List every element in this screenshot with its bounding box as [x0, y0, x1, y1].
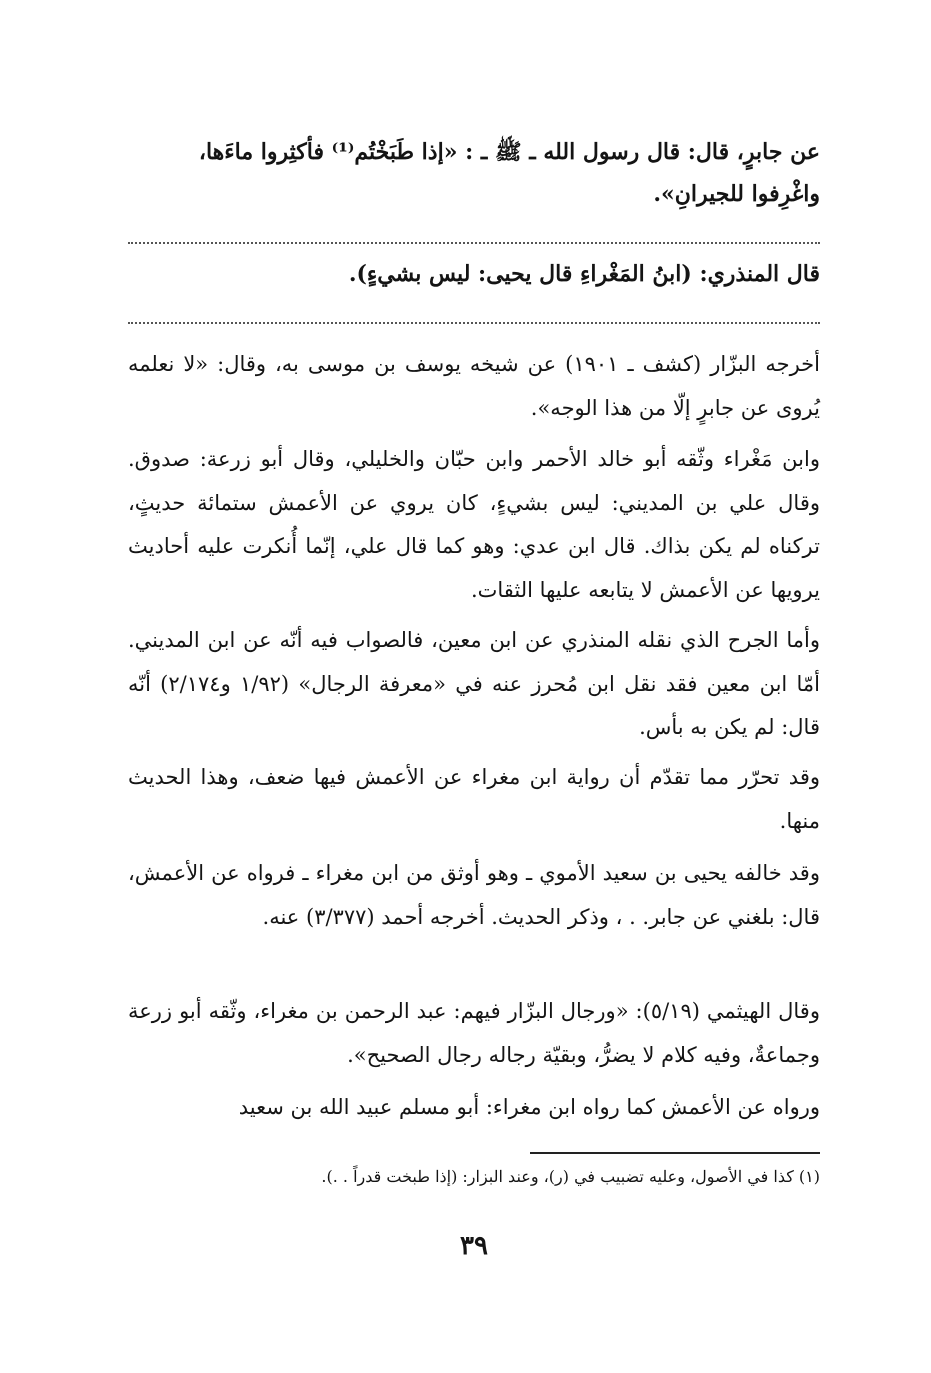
- hadith-line-2: واغْرِفوا للجيرانِ».: [653, 181, 820, 207]
- paragraph-jarh: وأما الجرح الذي نقله المنذري عن ابن معين، فالصواب فيه أنّه عن ابن المديني. أمّا ابن معين فقد نقل ابن مُحرز عنه في «معرفة الرجال» (١/٩٢ و٢/١٧٤) أنّه قال: لم يكن به بأس.: [128, 628, 820, 739]
- footnote-separator: [530, 1152, 820, 1154]
- hadith-text: [128, 131, 820, 215]
- page-number: ٣٩: [460, 1231, 488, 1261]
- mundhiri-note: قال المنذري: (ابنُ المَغْراءِ قال يحيى: ليس بشيءٍ).: [348, 261, 820, 287]
- paragraph-yahya: وقد خالفه يحيى بن سعيد الأموي ـ وهو أوثق من ابن مغراء ـ فرواه عن الأعمش، قال: بلغني عن جابر. . ، وذكر الحديث. أخرجه أحمد (٣/٣٧٧) عنه.: [128, 861, 820, 929]
- paragraph-haythami: وقال الهيثمي (٥/١٩): «ورجال البزّار فيهم: عبد الرحمن بن مغراء، وثّقه أبو زرعة وجماعةٌ، وفيه كلام لا يضرُّ، وبقيّة رجاله رجال الصحيح».: [128, 999, 820, 1067]
- footnote: (١) كذا في الأصول، وعليه تضبيب في (ر)، وعند البزار: (إذا طبخت قدراً . .).: [321, 1167, 820, 1186]
- hadith-line-1: عن جابرٍ، قال: قال رسول الله ـ ﷺ ـ : «إذا طَبَخْتُم⁽¹⁾ فأكثِروا ماءَها،: [198, 139, 820, 165]
- book-page: [128, 0, 820, 1373]
- paragraph-continuation: ورواه عن الأعمش كما رواه ابن مغراء: أبو مسلم عبيد الله بن سعيد: [238, 1095, 820, 1119]
- paragraph-ibn-maghra: وابن مَغْراء وثّقه أبو خالد الأحمر وابن حبّان والخليلي، وقال أبو زرعة: صدوق. وقال علي بن المديني: ليس بشيءٍ، كان يروي عن الأعمش ستمائة حديثٍ، تركناه لم يكن بذاك. قال ابن عدي: وهو كما قال علي، إنّما أُنكرت عليه أحاديث يرويها عن الأعمش لا يتابعه عليها الثقات.: [128, 447, 820, 602]
- paragraph-conclusion: وقد تحرّر مما تقدّم أن رواية ابن مغراء عن الأعمش فيها ضعف، وهذا الحديث منها.: [128, 765, 820, 833]
- dotted-separator-top: [128, 242, 820, 244]
- dotted-separator-bottom: [128, 322, 820, 324]
- paragraph-bazzar: أخرجه البزّار (كشف ـ ١٩٠١) عن شيخه يوسف بن موسى به، وقال: «لا نعلمه يُروى عن جابرٍ إلّا من هذا الوجه».: [128, 352, 820, 420]
